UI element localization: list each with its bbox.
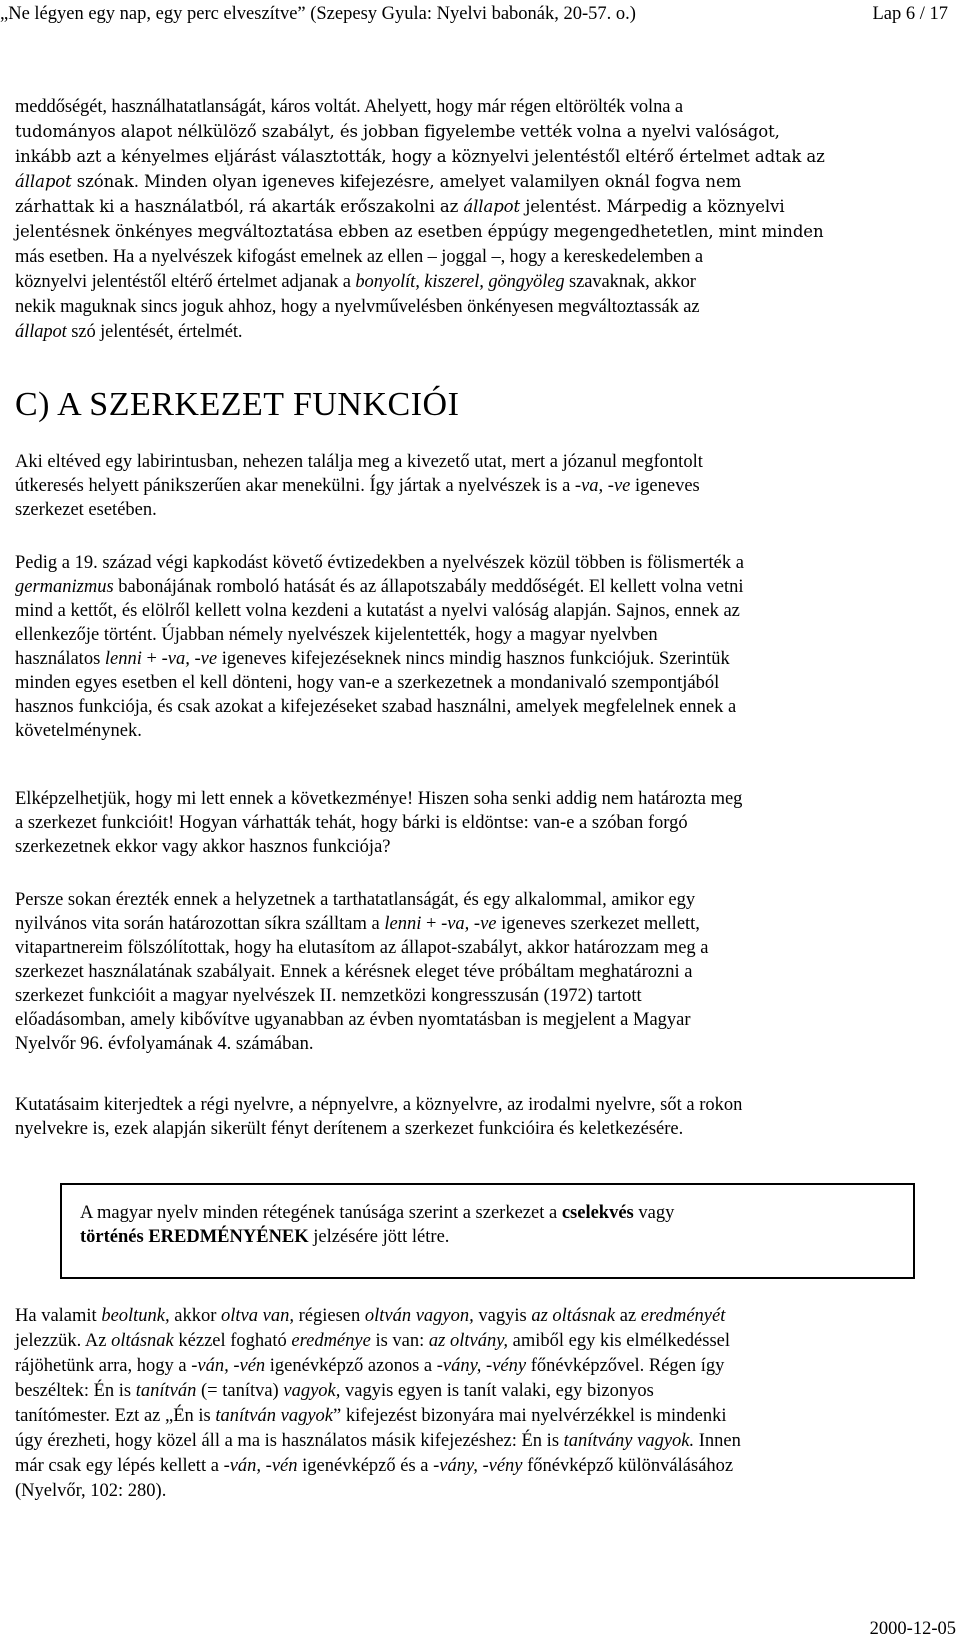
text-run: vagyis [473,1306,532,1326]
text-line: más esetben. Ha a nyelvészek kifogást emelnek az ellen – joggal –, hogy a kereskedelemben a [15,247,703,267]
text-run: Innen [694,1431,741,1451]
text-line: Nyelvőr 96. évfolyamának 4. számában. [15,1034,314,1054]
paragraph [15,1093,940,1141]
text-line [15,474,940,498]
text-line: meddőségét, használhatatlanságát, káros voltát. Ahelyett, hogy már régen eltörölték volna a [15,97,683,117]
text-line [15,575,940,599]
boxed-statement [80,1201,900,1249]
paragraph [15,1304,940,1504]
text-run: ” kifejezést bizonyára mai nyelvérzékkel is mindenki [333,1406,727,1426]
italic-term: állapot [463,197,521,216]
text-line [80,1225,900,1249]
text-line: Aki eltéved egy labirintusban, nehezen találja meg a kivezető utat, mert a józanul megfontolt [15,452,703,472]
text-line [15,170,940,195]
italic-term: eredménye [291,1331,371,1351]
italic-term: oltván vagyon, [364,1306,474,1326]
italic-term: -va, -ve [161,649,218,669]
italic-term: -ván, -vén [191,1356,266,1376]
text-line: szerkezet funkcióit a magyar nyelvészek II. nemzetközi kongresszusán (1972) tartott [15,986,642,1006]
italic-term: -ván, -vén [223,1456,298,1476]
text-run: főnévképző különválásához [522,1456,734,1476]
text-run: babonájának romboló hatását és az állapotszabály meddőségét. El kellett volna vetni [113,577,744,597]
text-line [15,1429,940,1454]
text-line: nekik maguknak sincs joguk ahhoz, hogy a nyelvművelésben önkényesen megváltoztassák az [15,297,700,317]
text-line: hasznos funkciója, és csak azokat a kifejezéseket szabad használni, amelyek megfelelnek ennek a [15,697,737,717]
text-line [15,647,940,671]
text-run: nyilvános vita során határozottan síkra szálltam a [15,914,385,934]
italic-term: oltva van, [221,1306,294,1326]
text-line: követelménynek. [15,721,142,741]
text-line [15,1404,940,1429]
text-run: használatos [15,649,105,669]
text-run: + [421,914,442,934]
text-line: vitapartnereim fölszólítottak, hogy ha elutasítom az állapot-szabályt, akkor határozzam meg a [15,938,709,958]
paragraph [15,787,940,859]
paragraph [15,450,940,522]
text-line [15,1354,940,1379]
text-run: útkeresés helyett pánikszerűen akar menekülni. Így jártak a nyelvészek is a [15,476,575,496]
text-run: akkor [169,1306,222,1326]
text-line [15,195,940,220]
text-line [15,1454,940,1479]
text-run: rájöhetünk arra, hogy a [15,1356,192,1376]
text-line [15,1329,940,1354]
footer-date: 2000-12-05 [869,1619,956,1639]
text-line: előadásomban, amely kibővítve ugyanabban az évben nyomtatásban is megjelent a Magyar [15,1010,691,1030]
text-run: igenévképző és a [297,1456,434,1476]
italic-term: állapot [15,172,72,191]
text-run: Ha valamit [15,1306,102,1326]
italic-term: -va, -ve [441,914,497,934]
text-line: tudományos alapot nélkülöző szabályt, és jobban figyelembe vették volna a nyelvi valóságot, [15,122,780,141]
text-run: az [615,1306,641,1326]
text-line: mind a kettőt, és elölről kellett volna kezdeni a kutatást a nyelvi valóság alapján. Sajnos, ennek az [15,601,740,621]
text-line: Elképzelhetjük, hogy mi lett ennek a következménye! Hiszen soha senki addig nem határozta meg [15,789,743,809]
text-run: (= tanítva) [196,1381,284,1401]
text-line: minden egyes esetben el kell dönteni, hogy van-e a szerkezetnek a mondanivaló szempontjából [15,673,720,693]
text-line: Pedig a 19. század végi kapkodást követő évtizedekben a nyelvészek közül többen is fölismerték a [15,553,744,573]
page-number: Lap 6 / 17 [872,4,948,24]
paragraph [15,95,940,345]
italic-term: tanítvány vagyok. [563,1431,695,1451]
italic-term: eredményét [640,1306,726,1326]
text-run: jelezzük. Az [15,1331,112,1351]
text-line: nyelvekre is, ezek alapján sikerült fényt derítenem a szerkezet funkcióira és keletkezésére. [15,1119,684,1139]
italic-term: állapot [15,322,67,342]
text-run: igeneves szerkezet mellett, [496,914,700,934]
text-line: Persze sokan érezték ennek a helyzetnek a tarthatatlanságát, és egy alkalommal, amikor egy [15,890,696,910]
paragraph [15,551,940,743]
text-run: amiből egy kis elmélkedéssel [508,1331,730,1351]
text-run: zárhattak ki a használatból, rá akarták erőszakolni az [15,197,464,216]
italic-term: -vány, -vény [436,1356,527,1376]
italic-term: tanítván [135,1381,197,1401]
text-run: kézzel fogható [173,1331,292,1351]
text-run: + [141,649,162,669]
text-run: vagyis egyen is tanít valaki, egy bizonyos [340,1381,654,1401]
italic-term: -vány, -vény [433,1456,523,1476]
text-line: Kutatásaim kiterjedtek a régi nyelvre, a népnyelvre, a köznyelvre, az irodalmi nyelvre, sőt a rokon [15,1095,743,1115]
italic-term: beoltunk, [101,1306,170,1326]
text-line [15,320,940,345]
italic-term: germanizmus [15,577,114,597]
text-run: szó jelentését, értelmét. [66,322,243,342]
text-run: jelzésére jött létre. [308,1227,450,1247]
bold-term: történés EREDMÉNYÉNEK [80,1227,309,1247]
italic-term: vagyok, [283,1381,341,1401]
text-run: tanítómester. Ezt az „Én is [15,1406,216,1426]
text-run: úgy érezheti, hogy közel áll a ma is használatos másik kifejezéshez: Én is [15,1431,564,1451]
text-line [80,1201,900,1225]
text-run: igenévképző azonos a [265,1356,437,1376]
section-heading: C) A SZERKEZET FUNKCIÓI [15,386,460,423]
text-line: jelentésnek önkényes megváltoztatása ebben az esetben éppúgy megengedhetetlen, mint minden [15,222,824,241]
text-line [15,912,940,936]
text-run: köznyelvi jelentéstől eltérő értelmet adjanak a [15,272,356,292]
text-run: jelentést. Márpedig a köznyelvi [520,197,785,216]
italic-term: az oltásnak [531,1306,616,1326]
highlight-box [60,1183,915,1279]
text-line: ellenkezője történt. Újabban némely nyelvészek kijelentették, hogy a magyar nyelvben [15,625,658,645]
italic-term: -va, -ve [574,476,631,496]
bold-term: cselekvés [561,1203,634,1223]
text-line [15,1379,940,1404]
text-line: szerkezet esetében. [15,500,157,520]
text-run: már csak egy lépés kellett a [15,1456,224,1476]
text-run: A magyar nyelv minden rétegének tanúsága szerint a szerkezet a [80,1203,562,1223]
text-run: főnévképzővel. Régen így [526,1356,725,1376]
text-run: igeneves kifejezéseknek nincs mindig hasznos funkciójuk. Szerintük [217,649,730,669]
italic-term: az oltvány, [428,1331,509,1351]
text-run: vagy [633,1203,675,1223]
text-run: beszéltek: Én is [15,1381,136,1401]
italic-term: lenni [104,649,142,669]
text-line: inkább azt a kényelmes eljárást választották, hogy a köznyelvi jelentéstől eltérő értelmet adtak az [15,147,825,166]
text-run: igeneves [630,476,700,496]
italic-term: oltásnak [111,1331,174,1351]
italic-term: bonyolít, kiszerel, göngyöleg [355,272,565,292]
text-run: szavaknak, akkor [564,272,696,292]
text-run: szónak. Minden olyan igeneves kifejezésre, amelyet valamilyen oknál fogva nem [71,172,742,191]
text-line [15,270,940,295]
paragraph [15,888,940,1056]
italic-term: tanítván vagyok [215,1406,333,1426]
text-line: szerkezet használatának szabályait. Ennek a kérésnek eleget téve próbáltam meghatározni a [15,962,693,982]
text-line: a szerkezet funkcióit! Hogyan várhatták tehát, hogy bárki is eldöntse: van-e a szóban forgó [15,813,688,833]
text-run: is van: [370,1331,429,1351]
text-line [15,1304,940,1329]
document-title: „Ne légyen egy nap, egy perc elveszítve” (Szepesy Gyula: Nyelvi babonák, 20-57. o.) [0,4,636,24]
text-run: régiesen [293,1306,365,1326]
text-line: (Nyelvőr, 102: 280). [15,1481,167,1501]
text-line: szerkezetnek ekkor vagy akkor hasznos funkciója? [15,837,391,857]
italic-term: lenni [384,914,422,934]
